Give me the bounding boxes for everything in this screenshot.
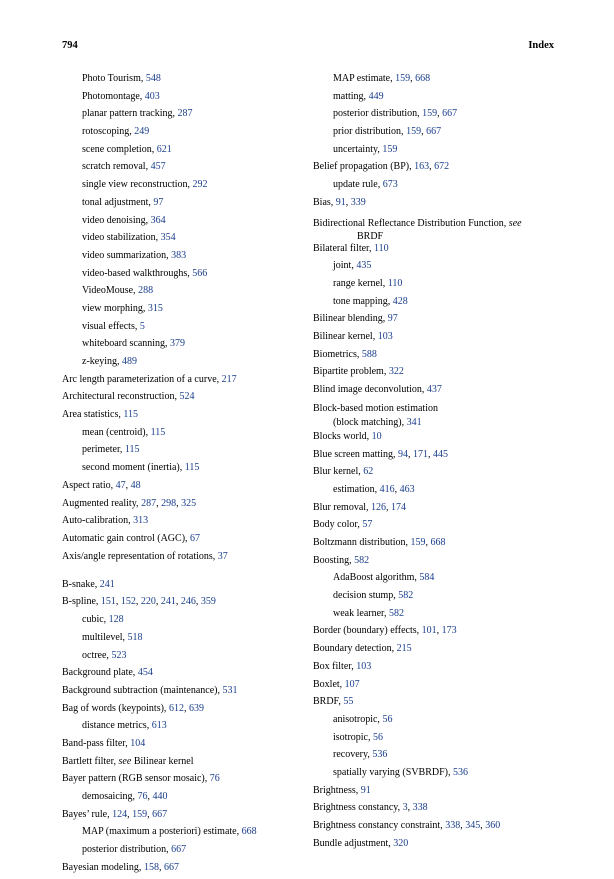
page-link[interactable]: 115 [123,409,139,421]
index-term: Bayer pattern (RGB sensor mosaic), [62,773,210,785]
index-term: Box filter, [313,660,357,672]
index-spacer [62,568,302,579]
index-term: recovery, [333,749,373,761]
page-link[interactable]: 76 [209,773,220,785]
page-link[interactable]: 463 [399,483,415,495]
page-link[interactable]: 379 [170,338,186,350]
index-term: Body color, [313,519,363,531]
index-subentry [313,749,556,767]
index-term: Blur removal, [313,501,372,513]
index-term: Bayes’ rule, [62,808,113,820]
page-link[interactable]: 128 [108,614,124,626]
page-link[interactable]: 440 [152,791,168,802]
page-link[interactable]: 437 [426,384,442,395]
page-link[interactable]: 582 [388,607,404,619]
index-term: Bilateral filter, [313,242,374,254]
index-entry [313,696,556,714]
page-header [62,40,554,54]
page-link[interactable]: 55 [343,696,354,708]
index-subentry [62,650,302,668]
page-link[interactable]: 115 [124,444,140,456]
index-subentry [62,126,302,144]
page-link[interactable]: 613 [151,720,167,732]
page-link[interactable]: 360 [485,820,501,831]
index-term: Brightness constancy, [313,802,403,814]
page-link[interactable]: 322 [388,366,404,378]
page-link[interactable]: 667 [426,126,442,138]
index-term: video-based walkthroughs, [82,267,193,279]
page-link[interactable]: 57 [362,519,373,531]
index-subentry [62,462,302,480]
page-link[interactable]: 639 [188,702,204,714]
index-entry [62,579,302,597]
index-term: joint, [333,260,357,272]
index-term: Bilinear kernel, [313,330,378,342]
index-term: single view reconstruction, [82,179,193,191]
page-link[interactable]: 151 [100,596,116,608]
index-subentry [62,285,302,303]
index-term: whiteboard scanning, [82,338,171,350]
index-term: Bayesian modeling, [62,861,144,873]
index-term: Bidirectional Reflectance Distribution Function, [313,217,509,229]
see-reference: see [118,755,132,767]
index-term: video denoising, [82,214,151,226]
index-term: Blocks world, [313,430,372,442]
index-term: Border (boundary) effects, [313,625,422,637]
page-link[interactable]: 524 [179,391,195,403]
index-entry [313,661,556,679]
page-link[interactable]: 159 [406,126,422,138]
page-link[interactable]: 91 [335,196,346,208]
index-subentry [62,108,302,126]
page-link[interactable]: 56 [373,731,383,743]
index-subentry [313,144,556,162]
index-subentry [313,590,556,608]
page-link[interactable]: 536 [372,749,388,761]
index-subentry [313,608,556,626]
page-link[interactable]: 159 [395,73,411,84]
index-subentry [313,296,556,314]
index-term: Background plate, [62,667,138,679]
index-term: spatially varying (SVBRDF), [333,766,453,778]
page-link[interactable]: 672 [434,161,450,173]
page-link[interactable]: 667 [152,808,168,820]
page-link[interactable]: 158 [143,861,159,873]
page-link[interactable]: 445 [432,448,448,460]
index-entry [313,431,556,449]
page-link[interactable]: 548 [145,73,161,84]
index-entry [313,313,556,331]
page-link[interactable]: 174 [391,501,407,513]
index-term: VideoMouse, [82,285,139,297]
index-term: view morphing, [82,302,148,314]
page-link[interactable]: 173 [441,625,457,637]
page-link[interactable]: 383 [171,249,187,261]
index-subentry [313,767,556,785]
index-term: Area statistics, [62,409,124,421]
index-entry: B-spline, 151, 152, 220, 241, 246, 359 [62,596,216,608]
index-term: Bilinear blending, [313,313,388,325]
index-subentry [62,321,302,339]
see-reference: see [508,217,522,229]
page-link[interactable]: 667 [163,861,179,873]
index-term: Background subtraction (maintenance), [62,684,223,696]
page-link[interactable]: 338 [445,820,461,831]
index-entry: Bag of words (keypoints), 612, 639 [62,702,204,714]
page-link[interactable]: 354 [160,232,176,244]
index-entry [313,838,556,856]
index-term: second moment (inertia), [82,462,185,474]
page-link[interactable]: 341 [406,417,422,429]
page-link[interactable]: 159 [132,808,148,820]
page-link[interactable]: 101 [421,625,437,637]
page-link[interactable]: 449 [368,90,384,102]
index-term: Bias, [313,196,336,208]
index-subentry [62,356,302,374]
index-entry [313,679,556,697]
page-link[interactable]: 320 [393,837,409,849]
index-entry: Bayesian modeling, 158, 667 [62,861,179,873]
page-link[interactable]: 668 [241,826,257,838]
index-column-left [62,73,302,879]
index-term: B-snake, [62,578,100,590]
page-link[interactable]: 489 [122,356,137,367]
index-entry [313,349,556,367]
index-term: estimation, [333,483,380,495]
index-term: multilevel, [82,631,128,643]
index-term: Aspect ratio, [62,479,116,491]
index-entry [313,555,556,573]
page-link[interactable]: 338 [412,802,428,814]
index-term: Bag of words (keypoints), [62,702,169,714]
index-subentry [313,714,556,732]
index-term: tone mapping, [333,295,393,307]
index-entry [313,519,556,537]
page-link[interactable]: 103 [356,660,372,672]
index-entry: Aspect ratio, 47, 48 [62,479,141,491]
index-term: Boltzmann distribution, [313,537,411,548]
index-term: Blind image deconvolution, [313,384,427,395]
page-link[interactable]: 126 [371,501,387,513]
page-link[interactable]: 220 [140,596,156,608]
index-term-continuation: (block matching), 341 [333,417,422,429]
index-term: Photomontage, [82,90,145,102]
index-subentry [62,179,302,197]
page-link[interactable]: 339 [350,196,366,208]
page-link[interactable]: 152 [120,596,136,608]
index-term: Architectural reconstruction, [62,391,180,403]
index-subentry [313,179,556,197]
page-link[interactable]: 416 [379,483,395,495]
page-link[interactable]: 91 [360,784,371,796]
page-link[interactable]: 523 [111,649,127,661]
index-entry [62,515,302,533]
index-term: Brightness constancy constraint, [313,820,446,831]
page-link[interactable]: 454 [137,667,153,679]
index-term: Blur kernel, [313,466,364,478]
index-subentry [313,91,556,109]
page-link[interactable]: 107 [344,678,360,690]
index-term: matting, [333,90,369,102]
page-link[interactable]: 518 [127,631,143,643]
page-link[interactable]: 67 [190,532,201,544]
page-link[interactable]: 292 [192,179,208,191]
page-link[interactable]: 325 [181,497,197,509]
index-subentry [62,232,302,250]
index-term: Arc length parameterization of a curve, [62,373,222,385]
index-subentry [62,427,302,445]
index-subentry [62,632,302,650]
page-link[interactable]: 159 [422,108,438,120]
page-link[interactable]: 115 [150,426,166,438]
page-link[interactable]: 10 [371,430,382,442]
index-term: Bipartite problem, [313,366,389,378]
index-term: planar pattern tracking, [82,108,178,120]
page-title: Index [528,40,554,51]
index-entry [313,643,556,661]
index-entry: Bayes’ rule, 124, 159, 667 [62,808,168,820]
index-term: isotropic, [333,731,373,743]
index-term: Boxlet, [313,678,345,690]
index-entry: Brightness constancy constraint, 338, 345, 360 [313,820,501,831]
page-link[interactable]: 345 [465,820,481,831]
index-term: tonal adjustment, [82,196,154,208]
page-link[interactable]: 612 [168,702,184,714]
page-link[interactable]: 673 [382,179,398,191]
index-subentry [62,250,302,268]
index-subentry: posterior distribution, 159, 667 [333,108,458,120]
page-link[interactable]: 104 [130,737,146,749]
index-term: Boosting, [313,554,355,566]
index-subentry: estimation, 416, 463 [333,483,415,495]
page-link[interactable]: 110 [373,242,389,254]
page-link[interactable]: 215 [396,643,412,655]
index-subentry [62,73,302,91]
page-link[interactable]: 287 [177,108,193,120]
page-link[interactable]: 457 [150,161,166,173]
page-link[interactable]: 621 [156,143,172,155]
index-term: demosaicing, [82,791,138,802]
page-link[interactable]: 159 [410,537,426,548]
page-link[interactable]: 217 [221,373,237,385]
index-term: scene completion, [82,143,157,155]
index-subentry [62,303,302,321]
index-subentry [62,826,302,844]
index-term: BRDF, [313,696,344,708]
index-entry [313,366,556,384]
page-link[interactable]: 249 [134,126,150,138]
index-entry: Boltzmann distribution, 159, 668 [313,537,446,548]
index-term: distance metrics, [82,720,152,732]
index-entry: Augmented reality, 287, 298, 325 [62,497,197,509]
index-subentry [62,844,302,862]
page-link[interactable]: 115 [184,462,200,474]
index-subentry [62,197,302,215]
page-link[interactable]: 62 [363,466,374,478]
index-subentry [62,268,302,286]
index-column-right [313,73,556,855]
page-link[interactable]: 582 [354,554,370,566]
page-link[interactable]: 298 [161,497,177,509]
index-term: Boundary detection, [313,643,397,655]
index-subentry [62,338,302,356]
index-entry [62,533,302,551]
index-entry [62,738,302,756]
index-subentry [313,278,556,296]
index-entry [313,331,556,349]
index-term: Belief propagation (BP), [313,161,415,173]
page-link[interactable]: 94 [397,448,408,460]
index-subentry [62,91,302,109]
page-link[interactable]: 288 [138,285,154,297]
index-term: anisotropic, [333,713,383,725]
index-entry: Brightness constancy, 3, 338 [313,802,428,814]
index-entry [62,551,302,569]
page-link[interactable]: 584 [419,572,435,584]
page-link[interactable]: 97 [387,313,398,325]
index-entry [62,756,302,774]
index-entry [62,409,302,427]
page-link[interactable]: 313 [133,515,149,527]
page-link[interactable]: 246 [180,596,196,608]
index-term: AdaBoost algorithm, [333,572,420,584]
index-term: octree, [82,649,112,661]
index-entry: Border (boundary) effects, 101, 173 [313,625,457,637]
page-link[interactable]: 56 [382,713,393,725]
index-term: B-spline, [62,596,101,608]
index-entry [62,391,302,409]
index-term: MAP (maximum a posteriori) estimate, [82,826,242,838]
index-term: scratch removal, [82,161,151,173]
page-link[interactable]: 47 [115,479,126,491]
see-target: Bilinear kernel [131,755,194,767]
index-term: Biometrics, [313,348,362,360]
page-link[interactable]: 37 [217,550,228,562]
index-entry: Bias, 91, 339 [313,196,366,208]
page-link[interactable]: 171 [412,448,428,460]
page-link[interactable]: 241 [99,578,115,590]
index-subentry [62,144,302,162]
index-term: visual effects, [82,320,140,332]
index-term: Bundle adjustment, [313,837,394,849]
page-link[interactable]: 315 [147,302,163,314]
index-entry [313,466,556,484]
index-entry [62,667,302,685]
page-link[interactable]: 110 [387,277,403,289]
index-entry [313,384,556,402]
index-term: Auto-calibration, [62,515,134,527]
index-entry [62,773,302,791]
index-term: Photo Tourism, [82,73,146,84]
index-subentry [62,444,302,462]
index-term: range kernel, [333,277,388,289]
index-term: perimeter, [82,444,125,456]
page-link[interactable]: 159 [382,143,398,155]
index-term: video summarization, [82,249,172,261]
page-link[interactable]: 5 [139,320,145,332]
page-link[interactable]: 241 [160,596,176,608]
page-link[interactable]: 668 [430,537,446,548]
index-subentry [62,614,302,632]
page-link[interactable]: 163 [414,161,430,173]
page-link[interactable]: 668 [415,73,431,84]
index-term: video stabilization, [82,232,161,244]
page-link[interactable]: 124 [112,808,128,820]
page-link[interactable]: 76 [137,791,148,802]
index-term: rotoscoping, [82,126,135,138]
index-term: Band-pass filter, [62,737,131,749]
index-term: MAP estimate, [333,73,396,84]
index-subentry [313,572,556,590]
index-term: Bartlett filter, [62,755,119,767]
index-entry [313,215,556,243]
index-entry: Belief propagation (BP), 163, 672 [313,161,450,173]
page-link[interactable]: 3 [402,802,408,814]
page-link[interactable]: 667 [442,108,458,120]
page-link[interactable]: 364 [150,214,166,226]
index-entry [313,402,556,431]
index-entry: Blue screen matting, 94, 171, 445 [313,448,448,460]
page-link[interactable]: 667 [171,844,187,856]
index-term: posterior distribution, [82,844,172,856]
index-term: z-keying, [82,356,122,367]
index-term: Automatic gain control (AGC), [62,532,191,544]
index-subentry [62,161,302,179]
index-subentry [62,215,302,233]
index-entry: Blur removal, 126, 174 [313,501,407,513]
index-subentry: demosaicing, 76, 440 [82,791,168,802]
index-term: weak learner, [333,607,389,619]
page-link[interactable]: 531 [222,684,238,696]
page-link[interactable]: 97 [153,196,164,208]
page-link[interactable]: 403 [144,90,160,102]
index-term: prior distribution, [333,126,407,138]
index-entry [62,685,302,703]
page-link[interactable]: 536 [453,766,468,778]
index-term: mean (centroid), [82,426,151,438]
page-link[interactable]: 103 [377,330,393,342]
index-term: cubic, [82,614,109,626]
index-subentry: MAP estimate, 159, 668 [333,73,431,84]
page-link[interactable]: 428 [392,295,408,307]
index-subentry [313,732,556,750]
page-link[interactable]: 588 [361,348,377,360]
index-entry [313,243,556,261]
index-entry [62,374,302,392]
page-link[interactable]: 287 [141,497,157,509]
index-term: update rule, [333,179,383,191]
page-link[interactable]: 435 [356,260,372,272]
page-link[interactable]: 566 [192,267,208,279]
page-link[interactable]: 582 [398,590,414,602]
index-term: Brightness, [313,784,361,796]
index-term: Augmented reality, [62,497,142,509]
page-link[interactable]: 359 [200,596,216,608]
see-target: BRDF [357,230,384,242]
index-term: Block-based motion estimation [313,402,438,414]
index-subentry: prior distribution, 159, 667 [333,126,442,138]
index-subentry [62,720,302,738]
page-number: 794 [62,40,78,51]
index-term: posterior distribution, [333,108,423,120]
index-term: decision stump, [333,590,399,602]
index-term: uncertainty, [333,143,383,155]
page-link[interactable]: 48 [130,479,141,491]
index-term: Axis/angle representation of rotations, [62,550,218,562]
index-term: Blue screen matting, [313,448,398,460]
index-subentry [313,260,556,278]
